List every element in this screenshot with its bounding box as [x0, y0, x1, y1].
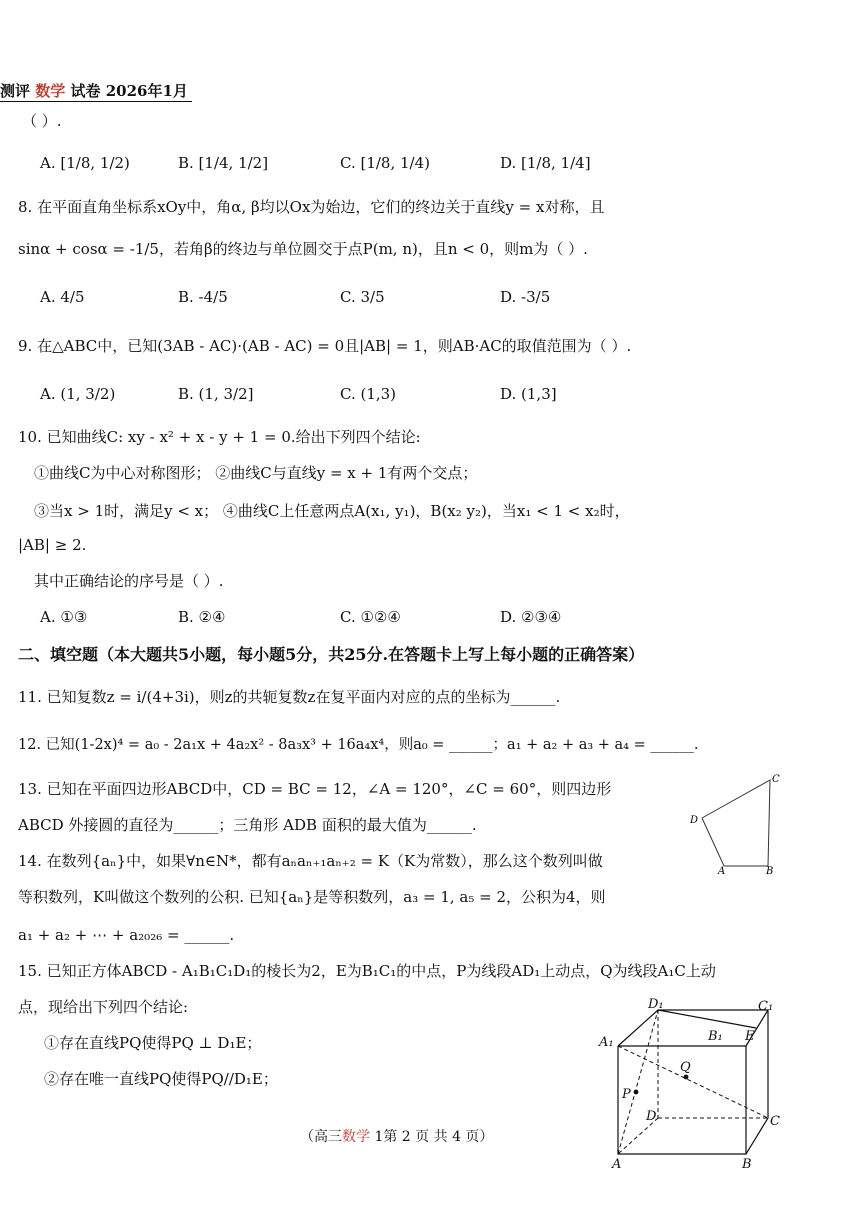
point-q — [684, 1075, 689, 1080]
q8-option-d: D. -3/5 — [500, 288, 551, 306]
quad-label-b: B — [766, 866, 774, 876]
segment-d1e — [658, 1010, 756, 1028]
q9-line1: 9. 在△ABC中，已知(3AB - AC)·(AB - AC) = 0且|AB| = 1，则AB·AC的取值范围为（ ）. — [18, 337, 632, 355]
q10-option-b: B. ②④ — [178, 608, 226, 626]
quadrilateral-figure — [684, 772, 784, 876]
q8-option-a: A. 4/5 — [40, 288, 85, 306]
cube-label-p: P — [622, 1087, 631, 1102]
cube-label-a: A — [612, 1157, 622, 1172]
q7-option-c: C. [1/8, 1/4) — [340, 154, 430, 172]
cube-label-b: B — [742, 1157, 752, 1172]
q15-line1: 15. 已知正方体ABCD - A₁B₁C₁D₁的棱长为2，E为B₁C₁的中点，P为线段AD₁上动点，Q为线段A₁C上动 — [18, 962, 716, 980]
q13-line2: ABCD 外接圆的直径为______；三角形 ADB 面积的最大值为______. — [18, 816, 477, 834]
q7-option-d: D. [1/8, 1/4] — [500, 154, 591, 172]
cube-label-e: E — [745, 1029, 755, 1044]
q10-option-a: A. ①③ — [40, 608, 88, 626]
q15-conclusion-2: ②存在唯一直线PQ使得PQ//D₁E； — [44, 1070, 278, 1088]
q14-line2: 等积数列，K叫做这个数列的公积. 已知{aₙ}是等积数列，a₃ = 1, a₅ = 2，公积为4，则 — [18, 888, 606, 906]
cube-label-a1: A₁ — [599, 1035, 614, 1050]
q10-conclusions-1-2: ①曲线C为中心对称图形； ②曲线C与直线y = x + 1有两个交点； — [34, 464, 478, 482]
cube-label-c1: C₁ — [758, 999, 774, 1014]
quad-label-a: A — [718, 866, 726, 876]
q9-option-d: D. (1,3] — [500, 385, 557, 403]
cube-figure — [596, 994, 790, 1172]
q8-line2: sinα + cosα = -1/5，若角β的终边与单位圆交于点P(m, n)，且n < 0，则m为（ ）. — [18, 240, 588, 258]
q9-option-b: B. (1, 3/2] — [178, 385, 254, 403]
q14-line3: a₁ + a₂ + ⋯ + a₂₀₂₆ = ______. — [18, 926, 235, 944]
cube-label-q: Q — [680, 1060, 691, 1075]
q10-option-c: C. ①②④ — [340, 608, 401, 626]
q8-option-b: B. -4/5 — [178, 288, 228, 306]
q7-option-a: A. [1/8, 1/2) — [40, 154, 130, 172]
q8-line1: 8. 在平面直角坐标系xOy中，角α, β均以Ox为始边，它们的终边关于直线y = x对称，且 — [18, 198, 605, 216]
q14-line1: 14. 在数列{aₙ}中，如果∀n∈N*，都有aₙaₙ₊₁aₙ₊₂ = K（K为常数），那么这个数列叫做 — [18, 852, 603, 870]
q9-option-a: A. (1, 3/2) — [40, 385, 116, 403]
header-subject: 数学 — [35, 82, 66, 100]
page-header: 测评 数学 试卷 2026年1月 — [0, 80, 192, 102]
quad-outline — [702, 780, 770, 866]
q10-conclusion-4-tail: |AB| ≥ 2. — [18, 536, 87, 554]
cube-label-c: C — [770, 1114, 780, 1129]
page-footer: （高三数学 1第 2 页 共 4 页） — [300, 1129, 494, 1145]
q10-line1: 10. 已知曲线C: xy - x² + x - y + 1 = 0.给出下列四个结论: — [18, 428, 421, 446]
quad-label-d: D — [690, 815, 699, 826]
section-2-title: 二、填空题（本大题共5小题，每小题5分，共25分.在答题卡上写上每小题的正确答案） — [18, 645, 645, 664]
q15-conclusion-1: ①存在直线PQ使得PQ ⊥ D₁E； — [44, 1034, 262, 1052]
q11: 11. 已知复数z = i/(4+3i)，则z的共轭复数z在复平面内对应的点的坐标为______. — [18, 688, 561, 706]
cube-label-d: D — [646, 1109, 657, 1124]
q12: 12. 已知(1-2x)⁴ = a₀ - 2a₁x + 4a₂x² - 8a₃x³ + 16a₄x⁴，则a₀ = ______；a₁ + a₂ + a₃ + a₄ = ______. — [18, 737, 699, 753]
cube-label-b1: B₁ — [708, 1029, 723, 1044]
point-p — [634, 1090, 639, 1095]
q10-option-d: D. ②③④ — [500, 608, 562, 626]
q9-option-c: C. (1,3) — [340, 385, 397, 403]
cube-label-d1: D₁ — [648, 997, 664, 1012]
q7-tail: （ ）. — [22, 112, 62, 130]
footer-subject: 数学 — [342, 1129, 370, 1145]
q15-line2: 点，现给出下列四个结论: — [18, 998, 189, 1016]
q8-option-c: C. 3/5 — [340, 288, 385, 306]
q13-line1: 13. 已知在平面四边形ABCD中，CD = BC = 12，∠A = 120°，∠C = 60°，则四边形 — [18, 780, 612, 798]
q10-ask: 其中正确结论的序号是（ ）. — [34, 572, 224, 590]
segment-ad1 — [618, 1010, 658, 1154]
q7-option-b: B. [1/4, 1/2] — [178, 154, 269, 172]
quad-label-c: C — [772, 774, 780, 785]
q10-conclusions-3-4: ③当x > 1时，满足y < x； ④曲线C上任意两点A(x₁, y₁)，B(x₂ y₂)，当x₁ < 1 < x₂时， — [34, 502, 630, 520]
